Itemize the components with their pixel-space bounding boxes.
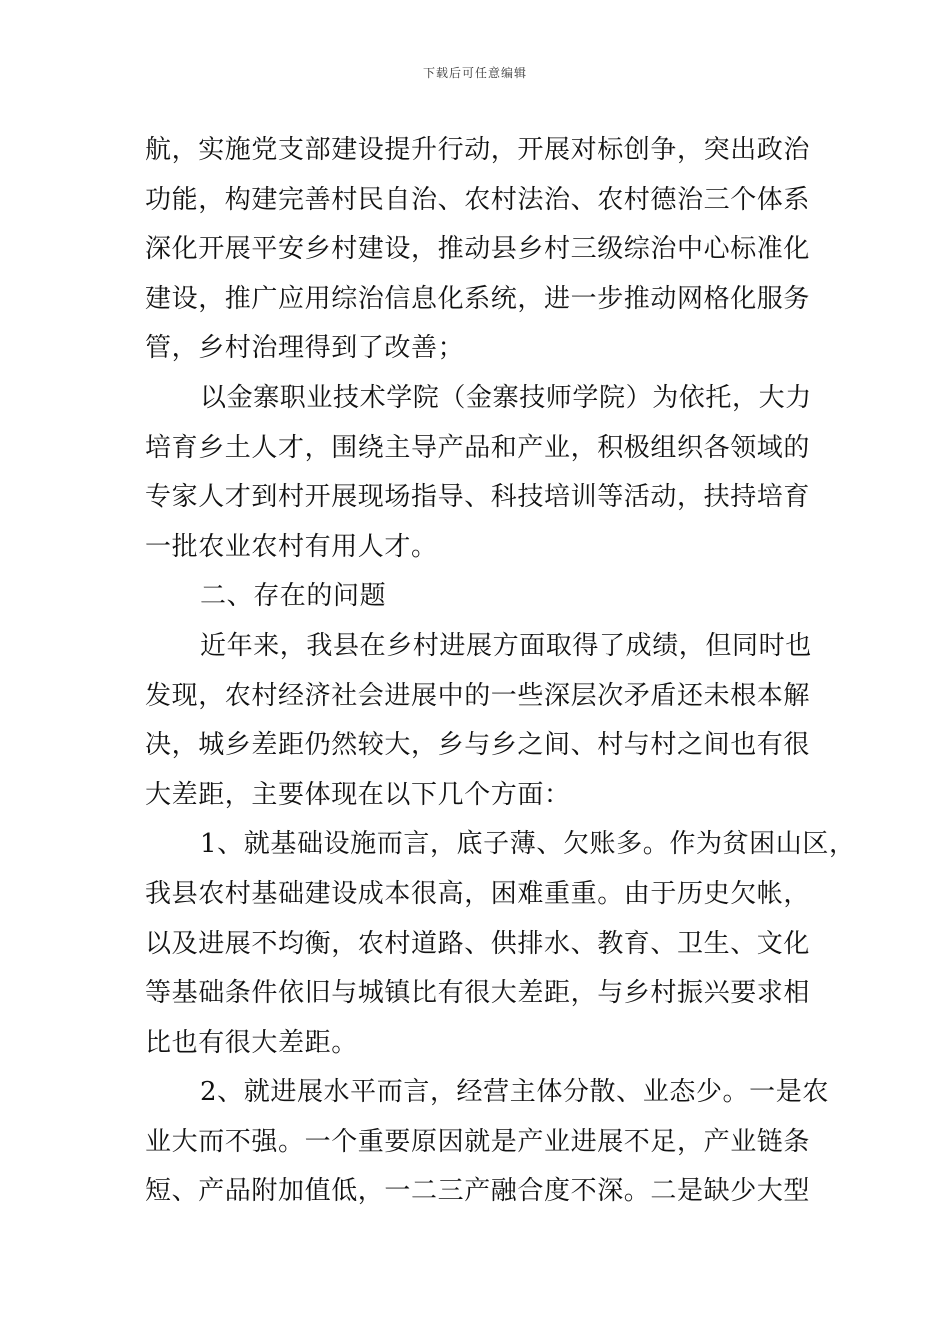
text-line: 建设，推广应用综治信息化系统，进一步推动网格化服务 xyxy=(145,283,811,314)
text-line: 航，实施党支部建设提升行动，开展对标创争，突出政治 xyxy=(145,135,811,165)
text-line: 一批农业农村有用人才。 xyxy=(145,531,438,562)
paragraph-start-line: 1、就基础设施而言，底子薄、欠账多。作为贫困山区， xyxy=(200,829,856,860)
paragraph-start-line: 2、就进展水平而言，经营主体分散、业态少。一是农 xyxy=(200,1077,829,1108)
text-line: 管，乡村治理得到了改善； xyxy=(145,333,465,364)
text-line: 等基础条件依旧与城镇比有很大差距，与乡村振兴要求相 xyxy=(145,978,811,1009)
text-line: 短、产品附加值低，一二三产融合度不深。二是缺少大型 xyxy=(145,1176,811,1207)
header-note: 下载后可任意编辑 xyxy=(422,66,527,80)
text-line: 决，城乡差距仍然较大，乡与乡之间、村与村之间也有很 xyxy=(145,730,811,761)
section-heading: 二、存在的问题 xyxy=(200,581,387,612)
text-line: 以及进展不均衡，农村道路、供排水、教育、卫生、文化 xyxy=(145,928,811,959)
body-text xyxy=(145,126,856,1217)
text-line: 专家人才到村开展现场指导、科技培训等活动，扶持培育 xyxy=(145,482,811,513)
paragraph-start-line: 近年来，我县在乡村进展方面取得了成绩，但同时也 xyxy=(200,630,812,661)
text-line: 业大而不强。一个重要原因就是产业进展不足，产业链条 xyxy=(145,1126,811,1157)
text-line: 我县农村基础建设成本很高，困难重重。由于历史欠帐， xyxy=(145,878,811,909)
text-line: 发现，农村经济社会进展中的一些深层次矛盾还未根本解 xyxy=(145,680,811,711)
text-line: 培育乡土人才，围绕主导产品和产业，积极组织各领域的 xyxy=(145,432,811,463)
text-line: 比也有很大差距。 xyxy=(145,1027,358,1058)
text-line: 深化开展平安乡村建设，推动县乡村三级综治中心标准化 xyxy=(145,234,811,265)
text-line: 功能，构建完善村民自治、农村法治、农村德治三个体系 xyxy=(145,184,811,215)
text-line: 大差距，主要体现在以下几个方面： xyxy=(145,779,571,810)
paragraph-start-line: 以金寨职业技术学院（金寨技师学院）为依托，大力 xyxy=(200,382,812,413)
